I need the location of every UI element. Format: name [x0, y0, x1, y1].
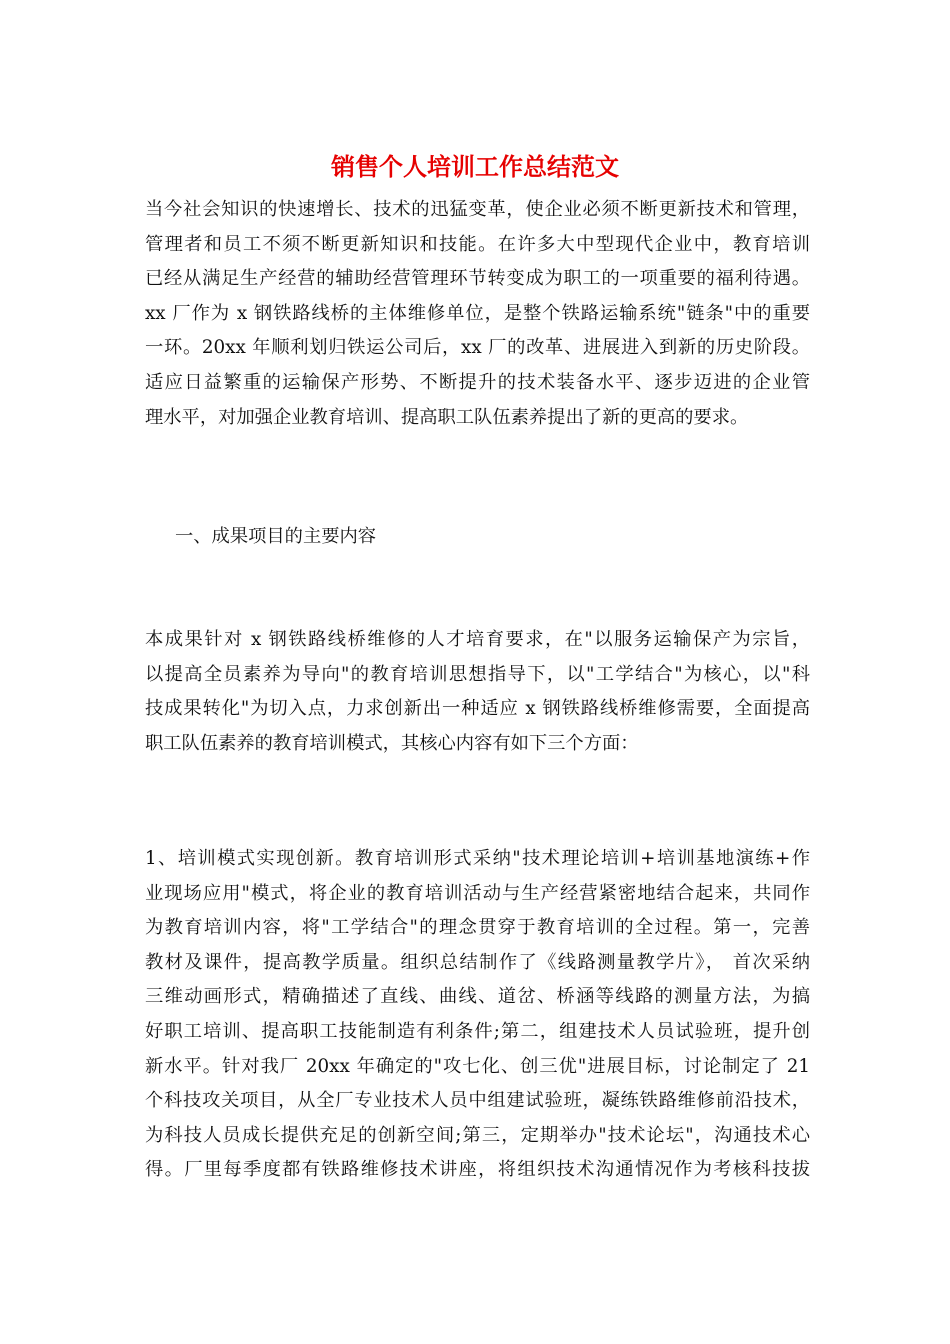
text-line: 得。厂里每季度都有铁路维修技术讲座，将组织技术沟通情况作为考核科技拔	[145, 1159, 810, 1181]
text-line: 一环。20xx 年顺利划归铁运公司后，xx 厂的改革、进展进入到新的历史阶段。	[145, 337, 810, 359]
text-line: 已经从满足生产经营的辅助经营管理环节转变成为职工的一项重要的福利待遇。	[145, 268, 810, 290]
text-line: 本成果针对 x 钢铁路线桥维修的人才培育要求，在"以服务运输保产为宗旨，	[145, 629, 810, 650]
text-line: xx 厂作为 x 钢铁路线桥的主体维修单位，是整个铁路运输系统"链条"中的重要	[145, 302, 810, 324]
text-line: 业现场应用"模式，将企业的教育培训活动与生产经营紧密地结合起来，共同作	[145, 882, 810, 904]
text-line: 适应日益繁重的运输保产形势、不断提升的技术装备水平、逐步迈进的企业管	[145, 371, 810, 393]
document-title: 销售个人培训工作总结范文	[331, 152, 619, 181]
text-line: 1、培训模式实现创新。教育培训形式采纳"技术理论培训+培训基地演练+作	[145, 848, 810, 869]
text-line: 技成果转化"为切入点，力求创新出一种适应 x 钢铁路线桥维修需要，全面提高	[145, 698, 810, 720]
body-paragraph	[145, 842, 810, 1188]
text-line: 当今社会知识的快速增长、技术的迅猛变革，使企业必须不断更新技术和管理，	[145, 199, 810, 220]
text-line: 职工队伍素养的教育培训模式，其核心内容有如下三个方面：	[145, 732, 639, 754]
text-line: 为科技人员成长提供充足的创新空间;第三，定期举办"技术论坛"，沟通技术心	[145, 1124, 810, 1146]
section-heading	[175, 520, 840, 555]
text-line: 个科技攻关项目，从全厂专业技术人员中组建试验班，凝练铁路维修前沿技术，	[145, 1090, 810, 1112]
text-line: 为教育培训内容，将"工学结合"的理念贯穿于教育培训的全过程。第一，完善	[145, 917, 810, 939]
text-line: 好职工培训、提高职工技能制造有利条件;第二，组建技术人员试验班，提升创	[145, 1020, 810, 1042]
text-line: 三维动画形式，精确描述了直线、曲线、道岔、桥涵等线路的测量方法，为搞	[145, 986, 810, 1008]
body-paragraph	[145, 623, 810, 761]
text-line: 新水平。针对我厂 20xx 年确定的"攻七化、创三优"进展目标，讨论制定了 21	[145, 1055, 810, 1077]
text-line: 教材及课件，提高教学质量。组织总结制作了《线路测量教学片》， 首次采纳	[145, 951, 810, 973]
text-line: 以提高全员素养为导向"的教育培训思想指导下，以"工学结合"为核心，以"科	[145, 663, 810, 685]
text-line: 理水平，对加强企业教育培训、提高职工队伍素养提出了新的更高的要求。	[145, 406, 749, 428]
section-heading-text: 一、成果项目的主要内容	[175, 526, 377, 547]
text-line: 管理者和员工不须不断更新知识和技能。在许多大中型现代企业中，教育培训	[145, 233, 810, 255]
intro-paragraph	[145, 193, 810, 435]
